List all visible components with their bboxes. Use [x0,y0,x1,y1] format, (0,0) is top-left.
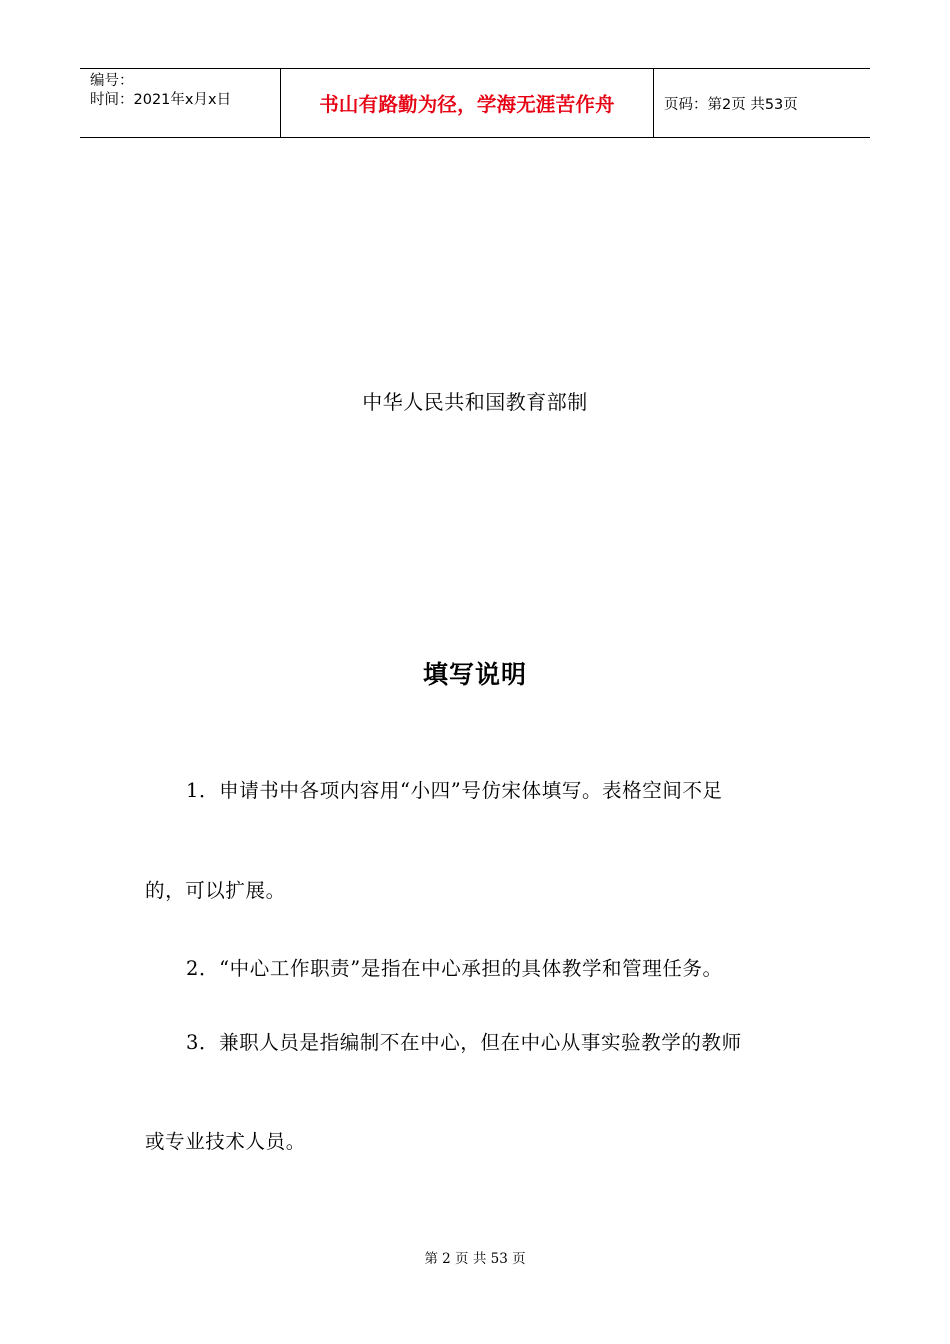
instruction-line: 3．兼职人员是指编制不在中心，但在中心从事实验教学的教师 [186,1031,742,1054]
page-footer: 第 2 页 共 53 页 [424,1251,526,1267]
page-info-text: 页码：第2页 共53页 [664,96,798,113]
instruction-line: 或专业技术人员。 [145,1130,306,1153]
section-title: 填写说明 [422,660,527,689]
instruction-line: 的，可以扩展。 [145,879,286,902]
header-page-info [654,69,870,137]
motto-text: 书山有路勤为径，学海无涯苦作舟 [319,93,615,116]
time-label: 时间：2021年x月x日 [90,92,232,108]
instruction-line: 1．申请书中各项内容用“小四”号仿宋体填写。表格空间不足 [186,779,723,802]
serial-label: 编号： [90,73,134,89]
header-motto [281,69,654,137]
instruction-line: 2．“中心工作职责”是指在中心承担的具体教学和管理任务。 [186,957,723,980]
page-header [80,68,870,138]
header-meta [80,69,281,137]
issuer-line: 中华人民共和国教育部制 [362,390,588,414]
